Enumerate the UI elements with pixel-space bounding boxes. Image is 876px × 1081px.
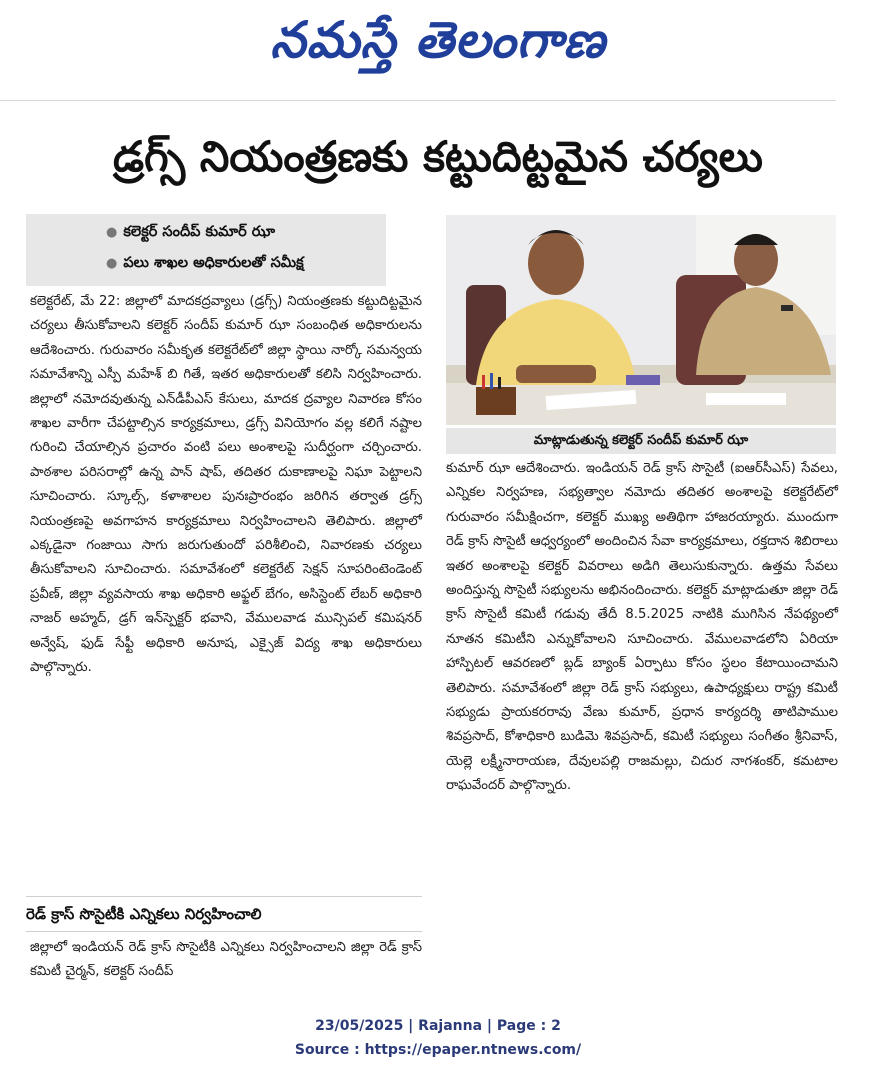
sub-bullet-2 xyxy=(106,255,304,275)
article-headline: డ్రగ్స్ నియంత్రణకు కట్టుదిట్టమైన చర్యలు xyxy=(113,132,763,181)
article-paragraph: కలెక్టరేట్, మే 22: జిల్లాలో మాదకద్రవ్యాలు (డ్రగ్స్) నియంత్రణకు కట్టుదిట్టమైన చర్యలు తీసుకోవాలని కలెక్టర్ సందీప్ కుమార్ ఝా సంబంధిత అధికారులను ఆదేశించారు. గురువారం సమీకృత కలెక్టరేట్‌లో జిల్లా స్థాయి నార్కో సమన్వయ సమావేశాన్ని ఎస్పీ మహేశ్ బి గితే, ఇతర అధికారులతో కలిసి నిర్వహించారు. జిల్లాలో నమోదవుతున్న ఎన్‌డీపీఎస్ కేసులు, మాదక ద్రవ్యాల నివారణ కోసం శాఖల వారీగా చేపట్టాల్సిన కార్యక్రమాలు, డ్రగ్స్ వినియోగం వల్ల కలిగే నష్టాల గురించి చేయాల్సిన ప్రచారం వంటి పలు అంశాలపై సుదీర్ఘంగా చర్చించారు. పాఠశాల పరిసరాల్లో ఉన్న పాన్ షాప్, తదితర దుకాణాలపై నిఘా పెట్టాలని సూచించారు. స్కూల్స్, కళాశాలల పునఃప్రారంభం జరిగిన తర్వాత డ్రగ్స్ నియంత్రణపై అవగాహన కార్యక్రమాలు నిర్వహించాలని తెలిపారు. జిల్లాలో ఎక్కడైనా గంజాయి సాగు జరుగుతుందో పరిశీలించి, నివారణకు చర్యలు తీసుకోవాలని సూచించారు. సమావేశంలో కలెక్టరేట్ సెక్షన్ సూపరింటెండెంట్ ప్రవీణ్, జిల్లా వ్యవసాయ శాఖ అధికారి అఫ్జల్ బేగం, అసిస్టెంట్ లేబర్ అధికారి నాజర్ అహ్మద్, డ్రగ్ ఇన్‌స్పెక్టర్ భవాని, వేములవాడ మున్సిపల్ కమిషనర్ అన్వేష్, ఫుడ్ సేఫ్టీ అధికారి అనూష, ఎక్సైజ్ విద్య శాఖ అధికారులు పాల్గొన్నారు. xyxy=(30,294,422,676)
bullet-icon: ● xyxy=(106,225,118,240)
newspaper-masthead xyxy=(0,2,876,78)
sub-bullet-text: పలు శాఖల అధికారులతో సమీక్ష xyxy=(123,255,304,271)
section-subhead: రెడ్ క్రాస్ సొసైటీకి ఎన్నికలు నిర్వహించాలి xyxy=(26,896,422,932)
sub-bullet-1 xyxy=(106,224,275,244)
article-body-left-continued xyxy=(30,936,422,985)
article-paragraph: జిల్లాలో ఇండియన్ రెడ్ క్రాస్ సొసైటీకి ఎన్నికలు నిర్వహించాలని జిల్లా రెడ్ క్రాస్ కమిటీ చైర్మన్, కలెక్టర్ సందీప్ xyxy=(30,940,422,980)
header-divider xyxy=(0,100,836,101)
sub-bullet-text: కలెక్టర్ సందీప్ కుమార్ ఝా xyxy=(123,224,276,240)
article-body-left xyxy=(30,290,422,681)
meeting-photo-illustration xyxy=(446,215,836,425)
bullet-icon: ● xyxy=(106,256,118,271)
sub-headline-box xyxy=(26,214,386,286)
article-paragraph: కుమార్ ఝా ఆదేశించారు. ఇండియన్ రెడ్ క్రాస్ సొసైటీ (ఐఆర్‌సీఎస్) సేవలు, ఎన్నికల నిర్వహణ, సభ్యత్వాల నమోదు తదితర అంశాలపై కలెక్టరేట్‌లో గురువారం సమీక్షించగా, కలెక్టర్ ముఖ్య అతిథిగా హాజరయ్యారు. ముందుగా రెడ్ క్రాస్ సొసైటీ ఆధ్వర్యంలో అందించిన సేవా కార్యక్రమాలు, రక్తదాన శిబిరాలు ఇతర అంశాలపై కలెక్టర్ వివరాలు అడిగి తెలుసుకున్నారు. ఉత్తమ సేవలు అందిస్తున్న సొసైటీ సభ్యులను అభినందించారు. కలెక్టర్ మాట్లాడుతూ జిల్లా రెడ్ క్రాస్ సొసైటీ కమిటీ గడువు తేదీ 8.5.2025 నాటికి ముగిసిన నేపథ్యంలో నూతన కమిటీని ఎన్నుకోవాలని సూచించారు. వేములవాడలోని ఏరియా హాస్పిటల్ ఆవరణలో బ్లడ్ బ్యాంక్ ఏర్పాటు కోసం స్థలం కేటాయించామని తెలిపారు. సమావేశంలో జిల్లా రెడ్ క్రాస్ సభ్యులు, ఉపాధ్యక్షులు రాష్ట్ర కమిటీ సభ్యుడు ప్రాయకరరావు వేణు కుమార్, ప్రధాన కార్యదర్శి తాటిపాముల శివప్రసాద్, కోశాధికారి బుడిమె శివప్రసాద్, కమిటీ సభ్యులు సంగీతం శ్రీనివాస్, యెల్లె లక్ష్మీనారాయణ, దేవులపల్లి రాజమల్లు, చిదుర నాగశంకర్, కమటాల రాఘవేందర్ పాల్గొన్నారు. xyxy=(446,461,838,794)
footer-edition-info: 23/05/2025 | Rajanna | Page : 2 xyxy=(315,1018,561,1034)
footer-source: Source : https://epaper.ntnews.com/ xyxy=(294,1042,582,1058)
article-body-right xyxy=(446,457,838,799)
masthead-title: నమస్తే తెలంగాణ xyxy=(270,11,606,69)
photo-caption: మాట్లాడుతున్న కలెక్టర్ సందీప్ కుమార్ ఝా xyxy=(446,428,836,454)
news-photo xyxy=(446,215,836,425)
